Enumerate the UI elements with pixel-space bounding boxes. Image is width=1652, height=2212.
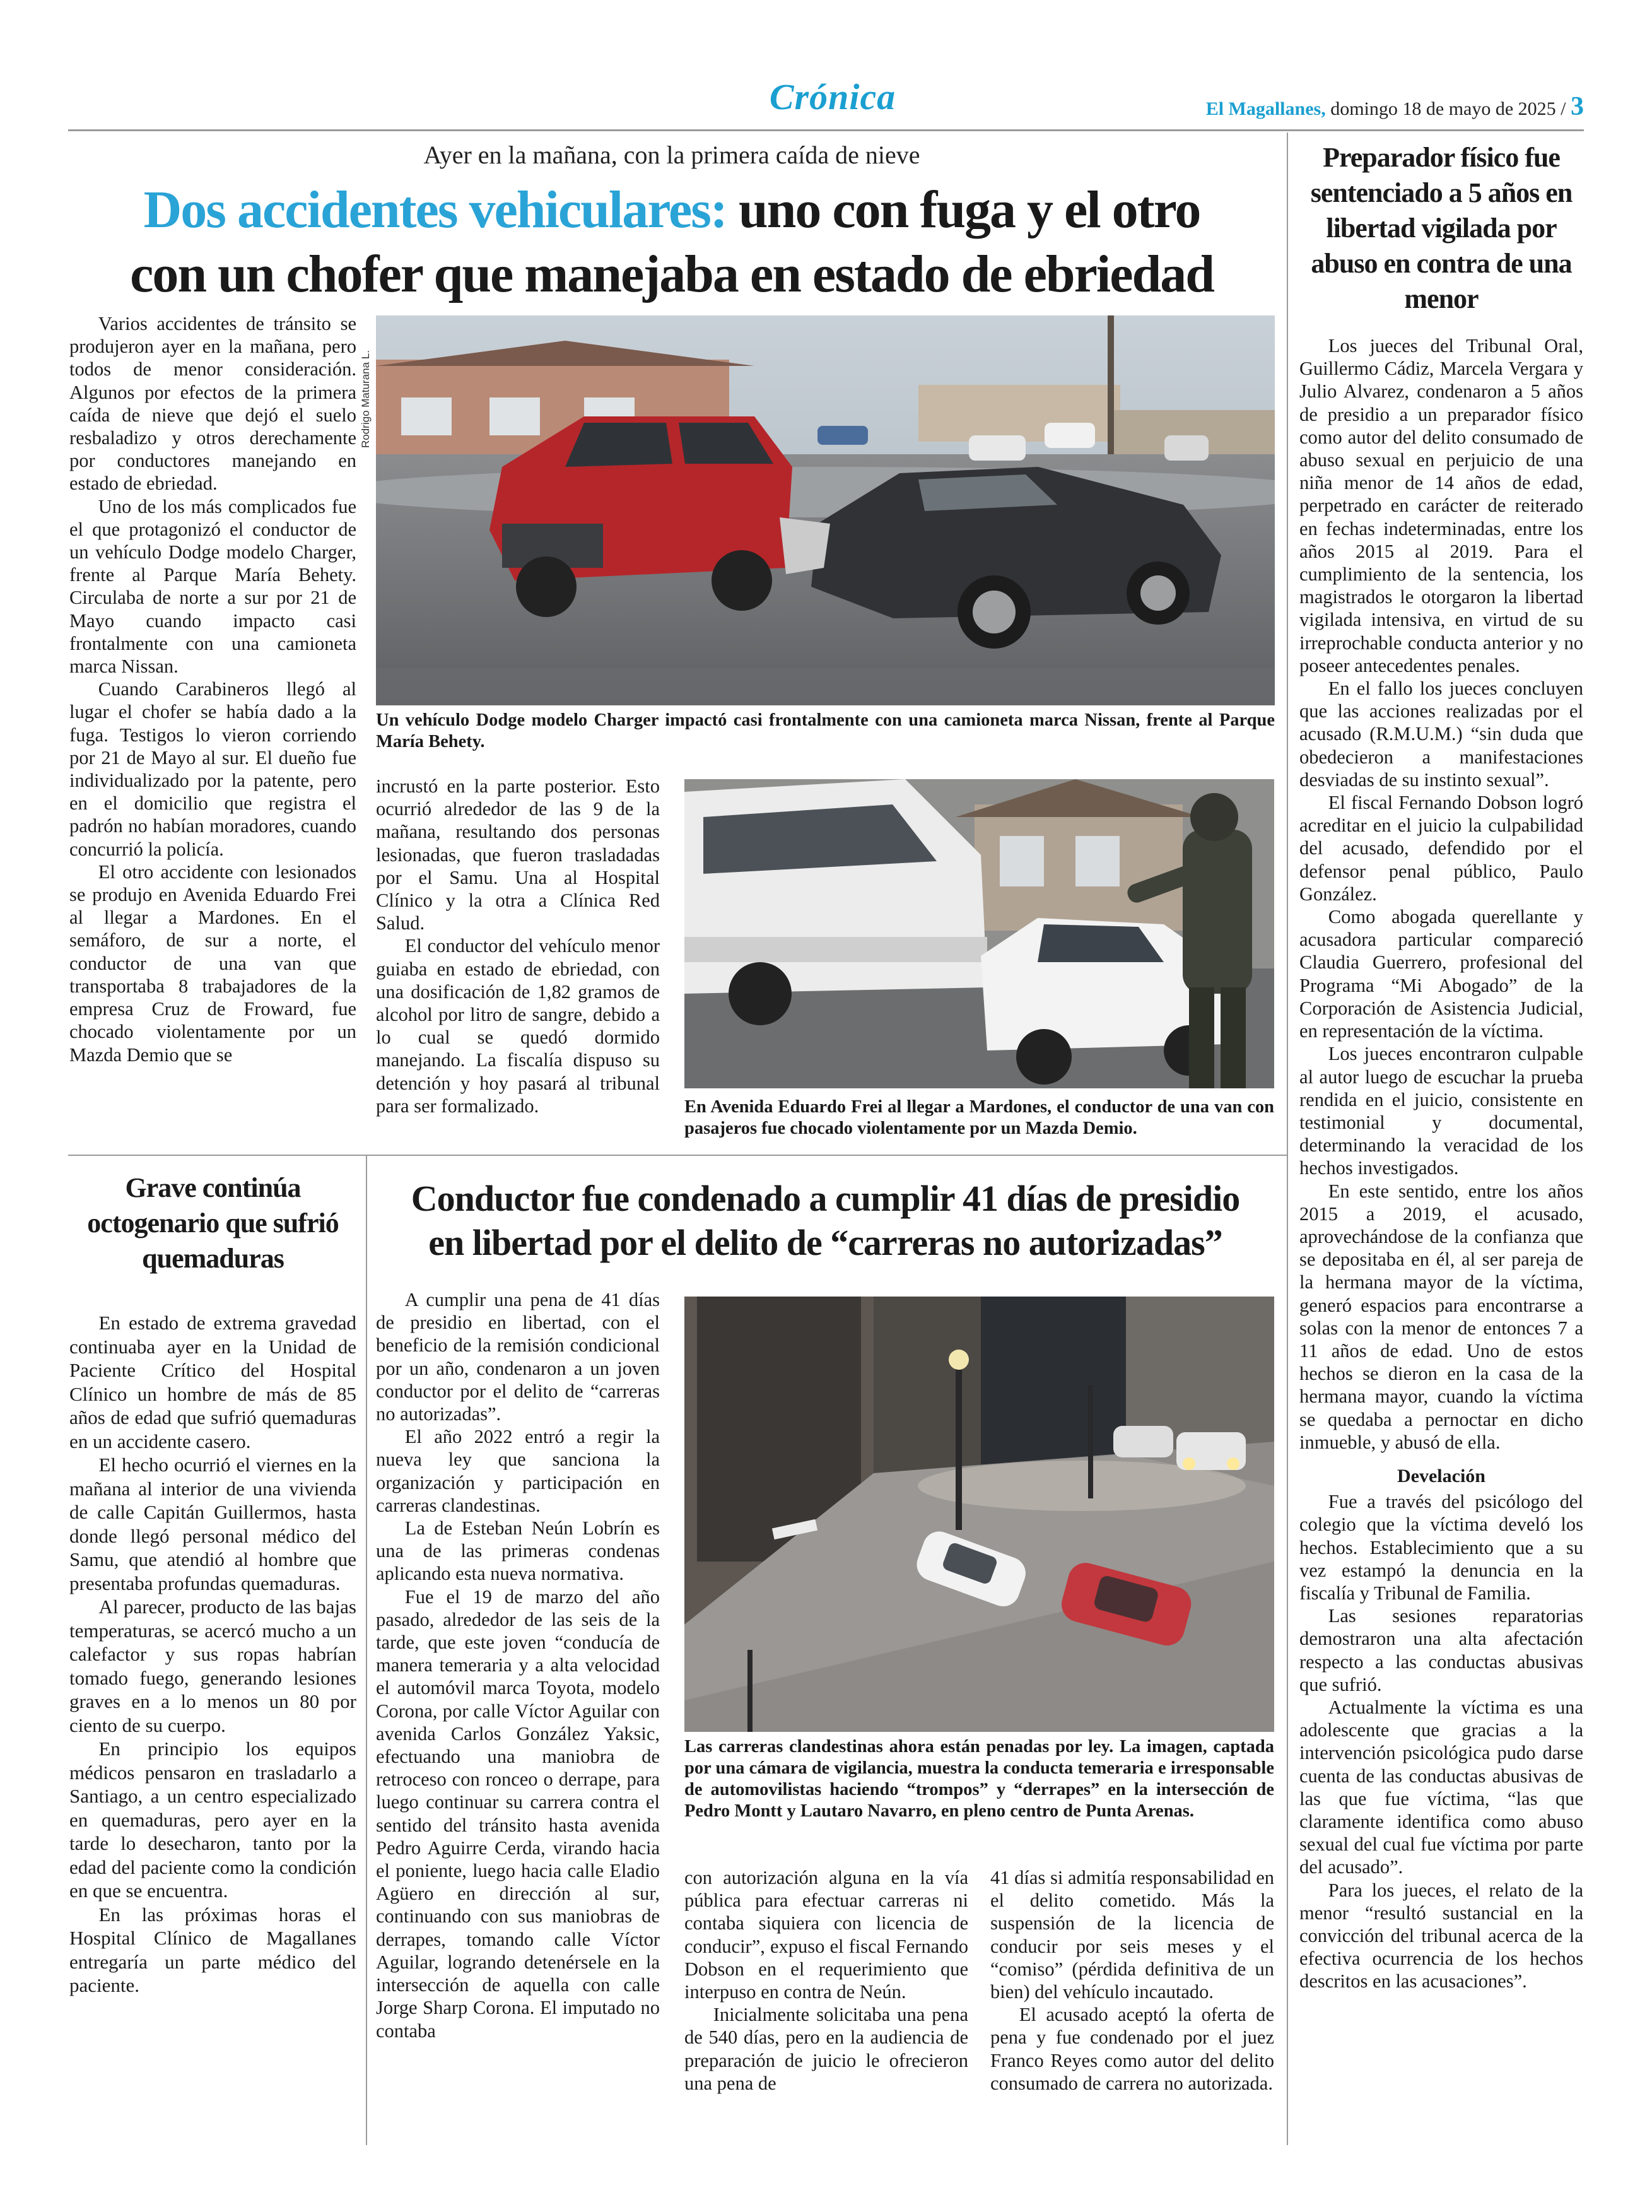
paragraph: En este sentido, entre los años 2015 a 2019, el acusado, aprovechándose de la confianza que se depositaba en él, al ser pareja de la hermana mayor de la víctima, generó espacios para encontrarse a solas con la menor de entonces 7 a 11 años de edad. Uno de estos hechos se dieron en la casa de la hermana mayor, cuando la víctima se quedaba a pernoctar en dicho inmueble, y abusó de ella. [1299,1180,1583,1453]
right-story-headline: Preparador físico fue sentenciado a 5 años en libertad vigilada por abuso en contra de una menor [1310,142,1573,314]
photo-credit: Rodrigo Maturana L. [360,350,372,448]
headline-line2: con un chofer que manejaba en estado de ebriedad [130,245,1214,303]
issue-date: domingo 18 de mayo de 2025 [1330,98,1556,119]
paragraph: Uno de los más complicados fue el que protagonizó el conductor de un vehículo Dodge modelo Charger, frente al Parque María Behety. Circulaba de norte a sur por 21 de Mayo cuando impacto casi frontalmente con una camioneta marca Nissan. [69,495,356,678]
publication-name: El Magallanes, [1205,98,1326,119]
page-header-info [1206,91,1584,122]
paragraph: El fiscal Fernando Dobson logró acreditar en el juicio la culpabilidad del acusado, defendido por el defensor penal público, Paulo González. [1299,792,1583,905]
paragraph: 41 días si admitía responsabilidad en el delito cometido. Más la suspensión de la licencia de conducir por seis meses y el “comiso” (pérdida definitiva de un bien) del vehículo incautado. [990,1867,1274,2003]
paragraph: El hecho ocurrió el viernes en la mañana al interior de una vivienda de calle Capitán Guillermos, hasta donde llegó personal médico del Samu, que atendió al hombre que presentaba profundas quemaduras. [69,1454,356,1594]
photo-caption-van: En Avenida Eduardo Frei al llegar a Mardones, el conductor de una van con pasajeros fue chocado violentamente por un Mazda Demio. [684,1097,1274,1138]
middle-story-col1 [376,1288,660,2042]
paragraph: En el fallo los jueces concluyen que las acciones realizadas por el acusado (R.M.U.M.) “sin duda que obedecieron a manifestaciones desviadas de su instinto sexual”. [1299,678,1583,791]
paragraph: Varios accidentes de tránsito se produjeron ayer en la mañana, pero todos de menor consideración. Algunos por efectos de la primera caída de nieve que dejó el suelo resbaladizo y otros derechamente por conductores manejando en estado de ebriedad. [69,313,356,495]
main-kicker: Ayer en la mañana, con la primera caída de nieve [423,141,920,169]
paragraph: En principio los equipos médicos pensaron en trasladarlo a Santiago, a un centro especializado en quemaduras, pero ayer en la tarde lo desecharon, tanto por la edad del paciente como la condición en que se encuentra. [69,1738,356,1902]
paragraph: El año 2022 entró a regir la nueva ley que sanciona la organización y participación en carreras clandestinas. [376,1426,660,1516]
paragraph: Para los jueces, el relato de la menor “resultó sustancial en la convicción del tribunal acerca de la efectiva ocurrencia de los hechos descritos en las acusaciones”. [1299,1879,1583,1992]
page-number: 3 [1571,92,1584,121]
paragraph: El otro accidente con lesionados se produjo en Avenida Eduardo Frei al llegar a Mardones. En el semáforo, de sur a norte, el conductor de una van que transportaba 8 trabajadores de la empresa Cruz de Froward, fue chocado violentamente por un Mazda Demio que se [69,861,356,1066]
paragraph: En las próximas horas el Hospital Clínico de Magallanes entregaría un parte médico del paciente. [69,1903,356,1996]
middle-story-col3 [990,1866,1274,2095]
street-racing-photo [684,1297,1274,1732]
paragraph: Cuando Carabineros llegó al lugar el chofer se había dado a la fuga. Testigos lo vieron corriendo por 21 de Mayo al sur. El dueño fue individualizado por la patente, pero en el domicilio que registra el padrón no habían moradores, cuando concurrió la policía. [69,678,356,860]
paragraph: Los jueces encontraron culpable al autor luego de escuchar la prueba rendida en el juicio, consistente en testimonial y documental, determinando la veracidad de los hechos investigados. [1299,1043,1583,1179]
main-story-col1 [69,312,356,1066]
middle-headline-line2: en libertad por el delito de “carreras no autorizadas” [428,1222,1222,1263]
mid-page-rule [68,1155,1287,1156]
paragraph: En estado de extrema gravedad continuaba ayer en la Unidad de Paciente Crítico del Hospital Clínico un hombre de más de 85 años de edad que sufrió quemaduras en un accidente casero. [69,1312,356,1452]
right-story-subhead: Develación [1397,1465,1485,1486]
paragraph: El conductor del vehículo menor guiaba en estado de ebriedad, con una dosificación de 1,82 gramos de alcohol por litro de sangre, debido a lo cual se quedó dormido manejando. La fiscalía dispuso su detención y hoy pasará al tribunal para ser formalizado. [376,935,660,1117]
paragraph: Los jueces del Tribunal Oral, Guillermo Cádiz, Marcela Vergara y Julio Alvarez, condenaron a 5 años de presidio a un preparador físico como autor del delito consumado de abuso sexual en perjuicio de una niña menor de 14 años de edad, perpetrado en carácter de reiterado en fechas indeterminadas, entre los años 2015 al 2019. Para el cumplimiento de la sentencia, los magistrados le otorgaron la libertad vigilada intensiva, en virtud de su irreprochable conducta anterior y no poseer antecedentes penales. [1299,335,1583,676]
left-story-headline: Grave continúa octogenario que sufrió quemaduras [87,1172,339,1274]
paragraph: Actualmente la víctima es una adolescente que gracias a la intervención psicológica pudo darse cuenta de las conductas abusivas de las que fue víctima, “las que claramente identifica como abuso sexual del cual fue víctima por parte del acusado”. [1299,1696,1583,1878]
paragraph: Fue a través del psicólogo del colegio que la víctima develó los hechos. Establecimiento que a su vez estampó la denuncia en la fiscalía y Tribunal de Familia. [1299,1491,1583,1604]
main-story-col2 [376,775,660,1117]
street-racing-caption: Las carreras clandestinas ahora están penadas por ley. La imagen, captada por una cámara de vigilancia, muestra la conducta temeraria e irresponsable de automovilistas haciendo “trompos” y “derrapes” en la intersección de Pedro Montt y Lautaro Navarro, en pleno centro de Punta Arenas. [684,1737,1274,1821]
paragraph: con autorización alguna en la vía pública para efectuar carreras ni contaba siquiera con licencia de conducir”, expuso el fiscal Fernando Dobson en el requerimiento que interpuso en contra de Neún. [684,1867,968,2003]
paragraph: A cumplir una pena de 41 días de presidio en libertad, con el beneficio de la remisión condicional por un año, condenaron a un joven conductor por el delito de “carreras no autorizadas”. [376,1289,660,1425]
paragraph: incrustó en la parte posterior. Esto ocurrió alrededor de las 9 de la mañana, resultando dos personas lesionadas, que fueron trasladadas por el Samu. Una al Hospital Clínico y la otra a Clínica Red Salud. [376,775,660,934]
left-story-body [69,1311,356,1997]
accident-photo-van [684,779,1274,1088]
right-story-body [1299,334,1583,1993]
section-title: Crónica [769,76,896,117]
left-column-divider [366,1155,367,2145]
middle-story-col2 [684,1866,968,2095]
paragraph: Las sesiones reparatorias demostraron una alta afectación respecto a las conductas abusivas que sufrió. [1299,1605,1583,1695]
header-rule [68,129,1584,131]
paragraph: Al parecer, producto de las bajas temperaturas, se acercó mucho a un calefactor y sus ropas habrían tomado fuego, generando lesiones graves en a lo menos un 80 por ciento de su cuerpo. [69,1596,356,1736]
middle-headline-line1: Conductor fue condenado a cumplir 41 días de presidio [411,1178,1240,1219]
headline-highlight: Dos accidentes vehiculares: [143,180,727,239]
main-headline [69,178,1274,307]
paragraph: Inicialmente solicitaba una pena de 540 días, pero en la audiencia de preparación de juicio le ofrecieron una pena de [684,2004,968,2094]
paragraph: Fue el 19 de marzo del año pasado, alrededor de las seis de la tarde, que este joven “conducía de manera temeraria y a alta velocidad el automóvil marca Toyota, modelo Corona, por calle Víctor Aguilar con avenida Carlos González Yaksic, efectuando una maniobra de retroceso con ronceo o derrape, para luego continuar su carrera contra el sentido del tránsito hasta avenida Pedro Aguirre Cerda, virando hacia el poniente, luego hacia calle Eladio Agüero en dirección al sur, continuando con sus maniobras de derrapes, tomando calle Víctor Aguilar, logrando detenérsele en la intersección de aquella con calle Jorge Sharp Corona. El imputado no contaba [376,1585,660,2042]
paragraph: Como abogada querellante y acusadora particular compareció Claudia Guerrero, profesional del Programa “Mi Abogado” de la Corporación de Asistencia Judicial, en representación de la víctima. [1299,906,1583,1042]
right-column-divider [1287,132,1288,2145]
middle-story-headline [376,1177,1275,1265]
accident-photo-charger [376,315,1275,705]
paragraph: El acusado aceptó la oferta de pena y fue condenado por el juez Franco Reyes como autor del delito consumado de carrera no autorizada. [990,2004,1274,2094]
paragraph: La de Esteban Neún Lobrín es una de las primeras condenas aplicando esta nueva normativa. [376,1517,660,1585]
headline-rest: uno con fuga y el otro [738,180,1200,239]
page-separator: / [1561,98,1566,119]
photo-caption-charger: Un vehículo Dodge modelo Charger impactó casi frontalmente con una camioneta marca Nissan, frente al Parque María Behety. [376,710,1275,751]
